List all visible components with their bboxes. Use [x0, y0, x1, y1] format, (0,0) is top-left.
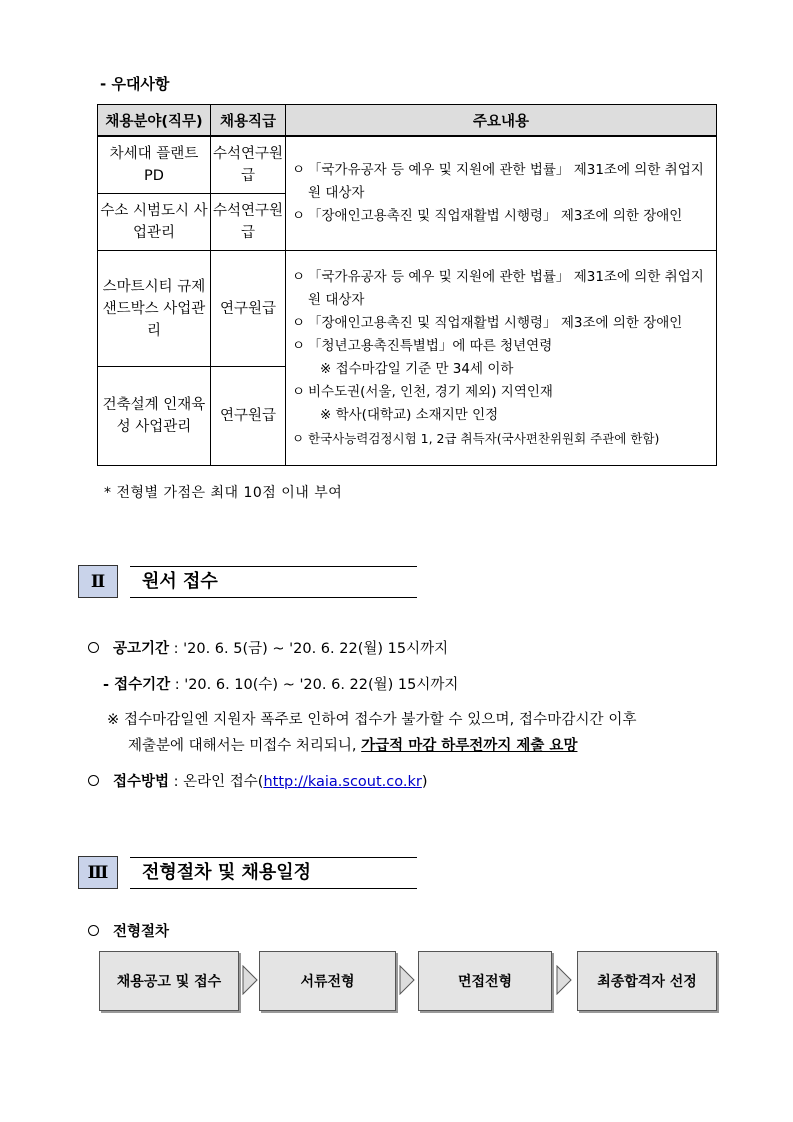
list-item: ㅇ 한국사능력검정시험 1, 2급 취득자(국사편찬위원회 주관에 한함) [292, 431, 660, 446]
apply-method: 접수방법 : 온라인 접수(http://kaia.scout.co.kr) [88, 771, 428, 793]
section-number-box: Ⅲ [78, 856, 118, 889]
header-field: 채용분야(직무) [98, 105, 211, 137]
notice-line-1: ※ 접수마감일엔 지원자 폭주로 인하여 접수가 불가할 수 있으며, 접수마감시간 이후 [107, 712, 637, 728]
header-content: 주요내용 [286, 105, 717, 137]
table-row [98, 136, 717, 194]
circle-bullet-icon [88, 642, 99, 653]
section-title-bar [130, 857, 417, 889]
note-item: ※ 접수마감일 기준 만 34세 이하 [320, 361, 514, 377]
process-step-2: 서류전형 [259, 951, 396, 1011]
content-cell [286, 251, 717, 466]
header-grade: 채용직급 [211, 105, 286, 137]
content-cell [286, 136, 717, 251]
circle-bullet-icon [88, 925, 99, 936]
process-label: 전형절차 [88, 921, 169, 943]
field-cell: 건축설계 인재육성 사업관리 [98, 367, 211, 466]
grade-cell: 연구원급 [211, 367, 286, 466]
notice-emphasis: 가급적 마감 하루전까지 제출 요망 [361, 738, 578, 754]
section-number-box: Ⅱ [78, 565, 118, 598]
list-item: ㅇ 「국가유공자 등 예우 및 지원에 관한 법률」 제31조에 의한 취업지원 대상자 [292, 269, 704, 308]
list-item: ㅇ 「청년고용촉진특별법」에 따른 청년연령 [292, 338, 553, 354]
chevron-right-icon [242, 965, 258, 995]
grade-cell: 수석연구원급 [211, 136, 286, 194]
note-item: ※ 학사(대학교) 소재지만 인정 [320, 407, 499, 423]
process-step-4: 최종합격자 선정 [577, 951, 717, 1011]
section-title: 전형절차 및 채용일정 [142, 862, 312, 883]
field-cell: 수소 시범도시 사업관리 [98, 194, 211, 251]
circle-bullet-icon [88, 775, 99, 786]
preference-table [97, 104, 717, 466]
section-title-bar [130, 566, 417, 598]
list-item: ㅇ 비수도권(서울, 인천, 경기 제외) 지역인재 [292, 384, 553, 400]
list-item: ㅇ 「장애인고용촉진 및 직업재활법 시행령」 제3조에 의한 장애인 [292, 315, 683, 331]
field-cell: 차세대 플랜트 PD [98, 136, 211, 194]
grade-cell: 연구원급 [211, 251, 286, 367]
table-row [98, 251, 717, 367]
list-item: ㅇ 「국가유공자 등 예우 및 지원에 관한 법률」 제31조에 의한 취업지원 대상자 [292, 162, 704, 201]
chevron-right-icon [399, 965, 415, 995]
footnote: * 전형별 가점은 최대 10점 이내 부여 [104, 485, 343, 501]
process-step-1: 채용공고 및 접수 [99, 951, 239, 1011]
receive-period: - 접수기간 : '20. 6. 10(수) ~ '20. 6. 22(월) 15시까지 [103, 677, 459, 693]
section-title: 원서 접수 [142, 571, 218, 592]
notice-line-2: 제출분에 대해서는 미접수 처리되니, 가급적 마감 하루전까지 제출 요망 [128, 738, 578, 754]
table-header-row [98, 105, 717, 137]
chevron-right-icon [556, 965, 572, 995]
list-item: ㅇ 「장애인고용촉진 및 직업재활법 시행령」 제3조에 의한 장애인 [292, 208, 683, 224]
announce-period: 공고기간 : '20. 6. 5(금) ~ '20. 6. 22(월) 15시까지 [88, 638, 448, 660]
preference-heading: - 우대사항 [100, 75, 170, 93]
grade-cell: 수석연구원급 [211, 194, 286, 251]
apply-url-link[interactable]: http://kaia.scout.co.kr [263, 774, 422, 790]
process-step-3: 면접전형 [418, 951, 552, 1011]
field-cell: 스마트시티 규제샌드박스 사업관리 [98, 251, 211, 367]
